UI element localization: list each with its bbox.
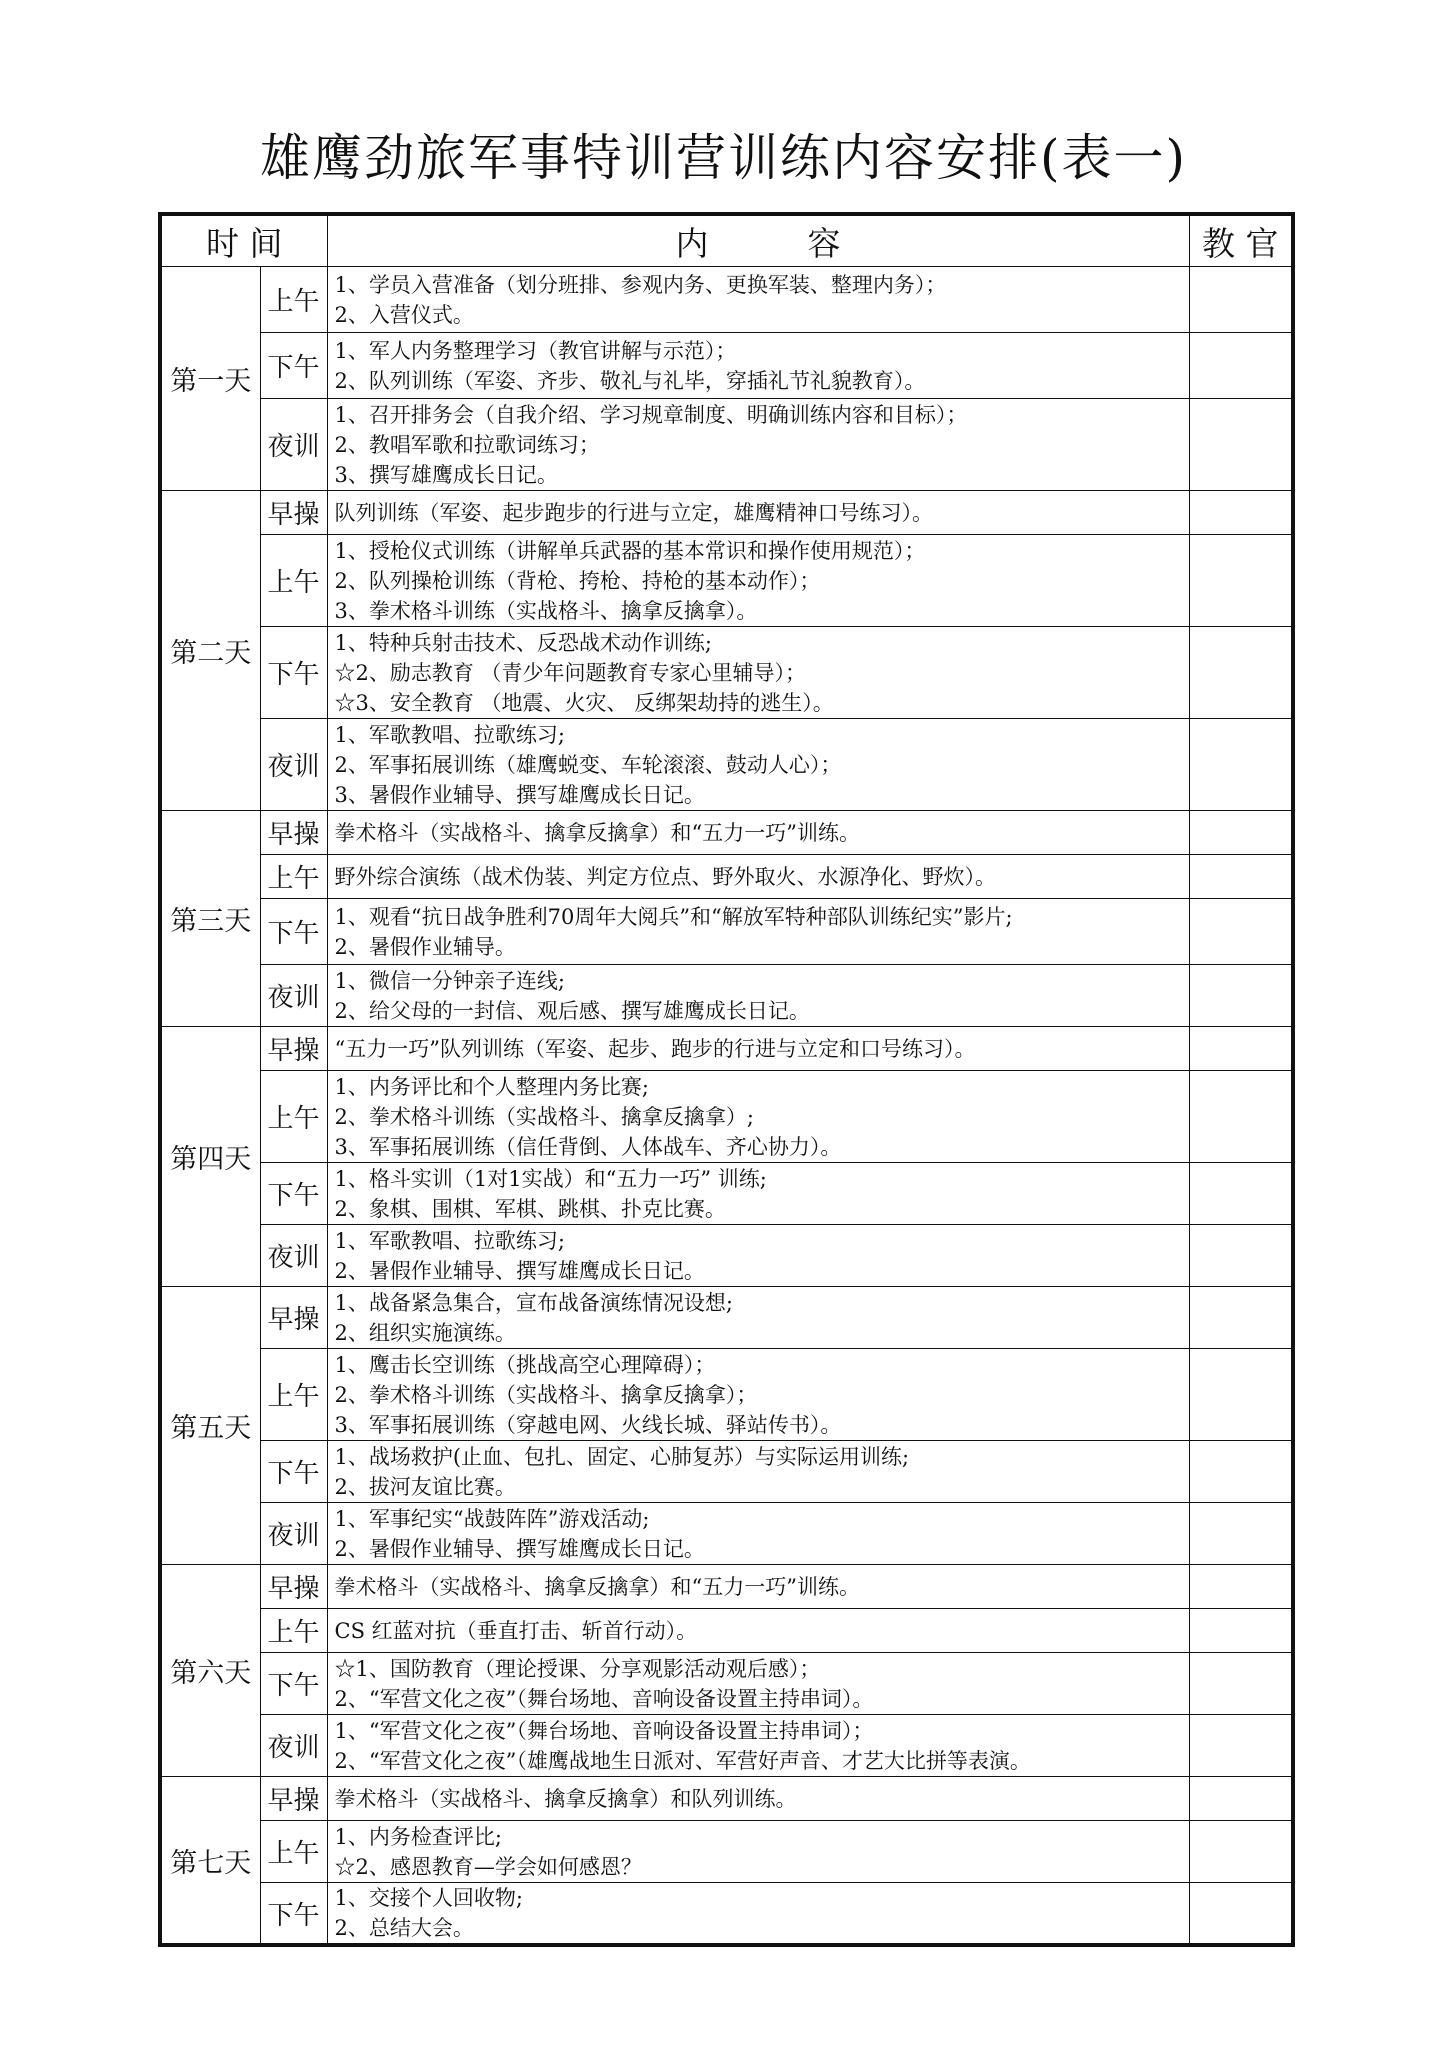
instructor-cell: [1189, 1503, 1293, 1565]
instructor-cell: [1189, 719, 1293, 811]
session-label: 下午: [260, 1163, 327, 1225]
session-content: [327, 1071, 1189, 1163]
content-line: 1、格斗实训（1对1实战）和“五力一巧” 训练;: [334, 1166, 767, 1191]
content-line: 2、教唱军歌和拉歌词练习；: [334, 432, 600, 457]
session-label: 上午: [260, 1071, 327, 1163]
content-line: 拳术格斗（实战格斗、擒拿反擒拿）和“五力一巧”训练。: [334, 1574, 860, 1599]
session-label: 下午: [260, 1653, 327, 1715]
session-content: [327, 1777, 1189, 1821]
session-label: 夜训: [260, 1225, 327, 1287]
page-title: 雄鹰劲旅军事特训营训练内容安排(表一): [259, 129, 1187, 187]
header-row: [160, 214, 1293, 267]
instructor-cell: [1189, 1225, 1293, 1287]
content-line: 3、暑假作业辅导、撰写雄鹰成长日记。: [334, 782, 705, 807]
instructor-cell: [1189, 855, 1293, 899]
instructor-cell: [1189, 399, 1293, 491]
instructor-cell: [1189, 1565, 1293, 1609]
session-content: [327, 811, 1189, 855]
instructor-cell: [1189, 1163, 1293, 1225]
instructor-cell: [1189, 1653, 1293, 1715]
content-line: 3、拳术格斗训练（实战格斗、擒拿反擒拿）。: [334, 598, 758, 623]
header-time: 时 间: [160, 214, 327, 267]
content-line: 1、军事纪实“战鼓阵阵”游戏活动;: [334, 1506, 650, 1531]
content-line: 2、给父母的一封信、观后感、撰写雄鹰成长日记。: [334, 998, 810, 1023]
session-content: [327, 1821, 1189, 1883]
instructor-cell: [1189, 535, 1293, 627]
session-row: [160, 855, 1293, 899]
session-row: [160, 1653, 1293, 1715]
instructor-cell: [1189, 1821, 1293, 1883]
session-row: [160, 811, 1293, 855]
session-row: [160, 1071, 1293, 1163]
session-row: [160, 491, 1293, 535]
session-row: [160, 1287, 1293, 1349]
session-row: [160, 1715, 1293, 1777]
session-content: [327, 1225, 1189, 1287]
session-label: 早操: [260, 1565, 327, 1609]
content-line: CS 红蓝对抗（垂直打击、斩首行动）。: [334, 1618, 698, 1643]
instructor-cell: [1189, 627, 1293, 719]
instructor-cell: [1189, 267, 1293, 333]
instructor-cell: [1189, 1441, 1293, 1503]
session-content: [327, 1715, 1189, 1777]
session-content: [327, 899, 1189, 965]
day-label: 第一天: [160, 267, 260, 491]
content-line: 2、拳术格斗训练（实战格斗、擒拿反擒拿）；: [334, 1382, 758, 1407]
content-line: 拳术格斗（实战格斗、擒拿反擒拿）和“五力一巧”训练。: [334, 820, 860, 845]
session-row: [160, 1883, 1293, 1946]
day-label: 第七天: [160, 1777, 260, 1946]
content-line: ☆3、安全教育 （地震、火灾、 反绑架劫持的逃生）。: [334, 690, 834, 715]
content-line: 1、召开排务会（自我介绍、学习规章制度、明确训练内容和目标）；: [334, 402, 968, 427]
session-content: [327, 1441, 1189, 1503]
content-line: 2、总结大会。: [334, 1916, 474, 1940]
session-content: [327, 333, 1189, 399]
content-line: 2、“军营文化之夜”（舞台场地、音响设备设置主持串词）。: [334, 1686, 874, 1711]
instructor-cell: [1189, 333, 1293, 399]
session-content: [327, 1349, 1189, 1441]
session-content: [327, 1163, 1189, 1225]
session-label: 下午: [260, 627, 327, 719]
instructor-cell: [1189, 491, 1293, 535]
header-content: 内 容: [327, 214, 1189, 267]
content-line: 3、军事拓展训练（信任背倒、人体战车、齐心协力）。: [334, 1134, 842, 1159]
content-line: 1、特种兵射击技术、反恐战术动作训练;: [334, 630, 712, 655]
session-content: [327, 1653, 1189, 1715]
content-line: 1、军歌教唱、拉歌练习;: [334, 1228, 565, 1253]
schedule-table: [158, 212, 1295, 1947]
content-line: 1、学员入营准备（划分班排、参观内务、更换军装、整理内务）；: [334, 272, 947, 297]
session-content: [327, 1609, 1189, 1653]
content-line: 2、象棋、围棋、军棋、跳棋、扑克比赛。: [334, 1196, 726, 1221]
content-line: 2、拳术格斗训练（实战格斗、擒拿反擒拿）;: [334, 1104, 754, 1129]
session-label: 夜训: [260, 965, 327, 1027]
session-row: [160, 627, 1293, 719]
session-content: [327, 1503, 1189, 1565]
content-line: 2、拔河友谊比赛。: [334, 1474, 516, 1499]
session-row: [160, 899, 1293, 965]
content-line: 1、内务检查评比;: [334, 1824, 502, 1849]
content-line: 2、暑假作业辅导、撰写雄鹰成长日记。: [334, 1536, 705, 1561]
session-row: [160, 1441, 1293, 1503]
session-label: 夜训: [260, 1715, 327, 1777]
content-line: 1、授枪仪式训练（讲解单兵武器的基本常识和操作使用规范）；: [334, 538, 926, 563]
content-line: ☆2、励志教育 （青少年问题教育专家心里辅导）；: [334, 660, 807, 685]
session-label: 早操: [260, 1027, 327, 1071]
content-line: ☆2、感恩教育—学会如何感恩？: [334, 1854, 642, 1879]
session-label: 下午: [260, 1883, 327, 1946]
session-label: 早操: [260, 491, 327, 535]
day-label: 第四天: [160, 1027, 260, 1287]
instructor-cell: [1189, 965, 1293, 1027]
day-label: 第五天: [160, 1287, 260, 1565]
session-row: [160, 965, 1293, 1027]
session-row: [160, 1503, 1293, 1565]
content-line: ☆1、国防教育（理论授课、分享观影活动观后感）；: [334, 1656, 821, 1681]
session-row: [160, 1609, 1293, 1653]
session-content: [327, 1287, 1189, 1349]
content-line: 野外综合演练（战术伪装、判定方位点、野外取火、水源净化、野炊）。: [334, 864, 996, 889]
content-line: 1、内务评比和个人整理内务比赛;: [334, 1074, 649, 1099]
day-label: 第六天: [160, 1565, 260, 1777]
instructor-cell: [1189, 1287, 1293, 1349]
schedule-body: [160, 267, 1293, 1946]
session-row: [160, 1225, 1293, 1287]
content-line: 拳术格斗（实战格斗、擒拿反擒拿）和队列训练。: [334, 1786, 797, 1811]
instructor-cell: [1189, 1349, 1293, 1441]
session-content: [327, 965, 1189, 1027]
session-label: 上午: [260, 267, 327, 333]
session-label: 早操: [260, 1287, 327, 1349]
instructor-cell: [1189, 1071, 1293, 1163]
session-content: [327, 719, 1189, 811]
header-instructor: 教 官: [1189, 214, 1293, 267]
session-label: 下午: [260, 899, 327, 965]
session-label: 夜训: [260, 719, 327, 811]
content-line: 2、组织实施演练。: [334, 1320, 516, 1345]
session-content: [327, 267, 1189, 333]
content-line: “五力一巧”队列训练（军姿、起步、跑步的行进与立定和口号练习）。: [334, 1036, 976, 1061]
content-line: 1、军人内务整理学习（教官讲解与示范）；: [334, 338, 737, 363]
instructor-cell: [1189, 811, 1293, 855]
session-content: [327, 535, 1189, 627]
session-content: [327, 1883, 1189, 1946]
session-label: 下午: [260, 333, 327, 399]
session-row: [160, 1027, 1293, 1071]
session-label: 夜训: [260, 399, 327, 491]
instructor-cell: [1189, 1883, 1293, 1946]
day-label: 第三天: [160, 811, 260, 1027]
content-line: 2、军事拓展训练（雄鹰蜕变、车轮滚滚、鼓动人心）；: [334, 752, 842, 777]
session-content: [327, 1027, 1189, 1071]
content-line: 3、撰写雄鹰成长日记。: [334, 462, 558, 487]
day-label: 第二天: [160, 491, 260, 811]
content-line: 队列训练（军姿、起步跑步的行进与立定，雄鹰精神口号练习）。: [334, 500, 933, 525]
instructor-cell: [1189, 1777, 1293, 1821]
content-line: 2、队列操枪训练（背枪、挎枪、持枪的基本动作）；: [334, 568, 821, 593]
content-line: 1、“军营文化之夜”（舞台场地、音响设备设置主持串词）；: [334, 1718, 874, 1743]
session-content: [327, 491, 1189, 535]
session-label: 上午: [260, 1609, 327, 1653]
content-line: 1、微信一分钟亲子连线;: [334, 968, 565, 993]
session-content: [327, 1565, 1189, 1609]
content-line: 1、观看“抗日战争胜利70周年大阅兵”和“解放军特种部队训练纪实”影片;: [334, 904, 1013, 929]
content-line: 1、鹰击长空训练（挑战高空心理障碍）；: [334, 1352, 716, 1377]
instructor-cell: [1189, 1609, 1293, 1653]
content-line: 2、队列训练（军姿、齐步、敬礼与礼毕，穿插礼节礼貌教育）。: [334, 368, 926, 393]
session-label: 上午: [260, 1349, 327, 1441]
session-row: [160, 267, 1293, 333]
session-label: 上午: [260, 1821, 327, 1883]
session-label: 早操: [260, 1777, 327, 1821]
session-content: [327, 855, 1189, 899]
session-label: 夜训: [260, 1503, 327, 1565]
instructor-cell: [1189, 899, 1293, 965]
content-line: 2、暑假作业辅导。: [334, 934, 516, 959]
instructor-cell: [1189, 1027, 1293, 1071]
session-row: [160, 333, 1293, 399]
session-row: [160, 1565, 1293, 1609]
session-label: 上午: [260, 535, 327, 627]
session-row: [160, 399, 1293, 491]
session-row: [160, 1777, 1293, 1821]
instructor-cell: [1189, 1715, 1293, 1777]
content-line: 3、军事拓展训练（穿越电网、火线长城、驿站传书）。: [334, 1412, 842, 1437]
content-line: 2、入营仪式。: [334, 302, 474, 327]
content-line: 2、暑假作业辅导、撰写雄鹰成长日记。: [334, 1258, 705, 1283]
session-row: [160, 1821, 1293, 1883]
content-line: 2、“军营文化之夜”（雄鹰战地生日派对、军营好声音、才艺大比拼等表演。: [334, 1748, 1031, 1773]
content-line: 1、交接个人回收物;: [334, 1886, 523, 1910]
session-row: [160, 1163, 1293, 1225]
session-row: [160, 719, 1293, 811]
content-line: 1、军歌教唱、拉歌练习;: [334, 722, 565, 747]
content-line: 1、战备紧急集合，宣布战备演练情况设想;: [334, 1290, 733, 1315]
session-label: 上午: [260, 855, 327, 899]
session-row: [160, 1349, 1293, 1441]
session-label: 早操: [260, 811, 327, 855]
session-label: 下午: [260, 1441, 327, 1503]
session-content: [327, 399, 1189, 491]
session-content: [327, 627, 1189, 719]
session-row: [160, 535, 1293, 627]
content-line: 1、战场救护(止血、包扎、固定、心肺复苏）与实际运用训练;: [334, 1444, 910, 1469]
